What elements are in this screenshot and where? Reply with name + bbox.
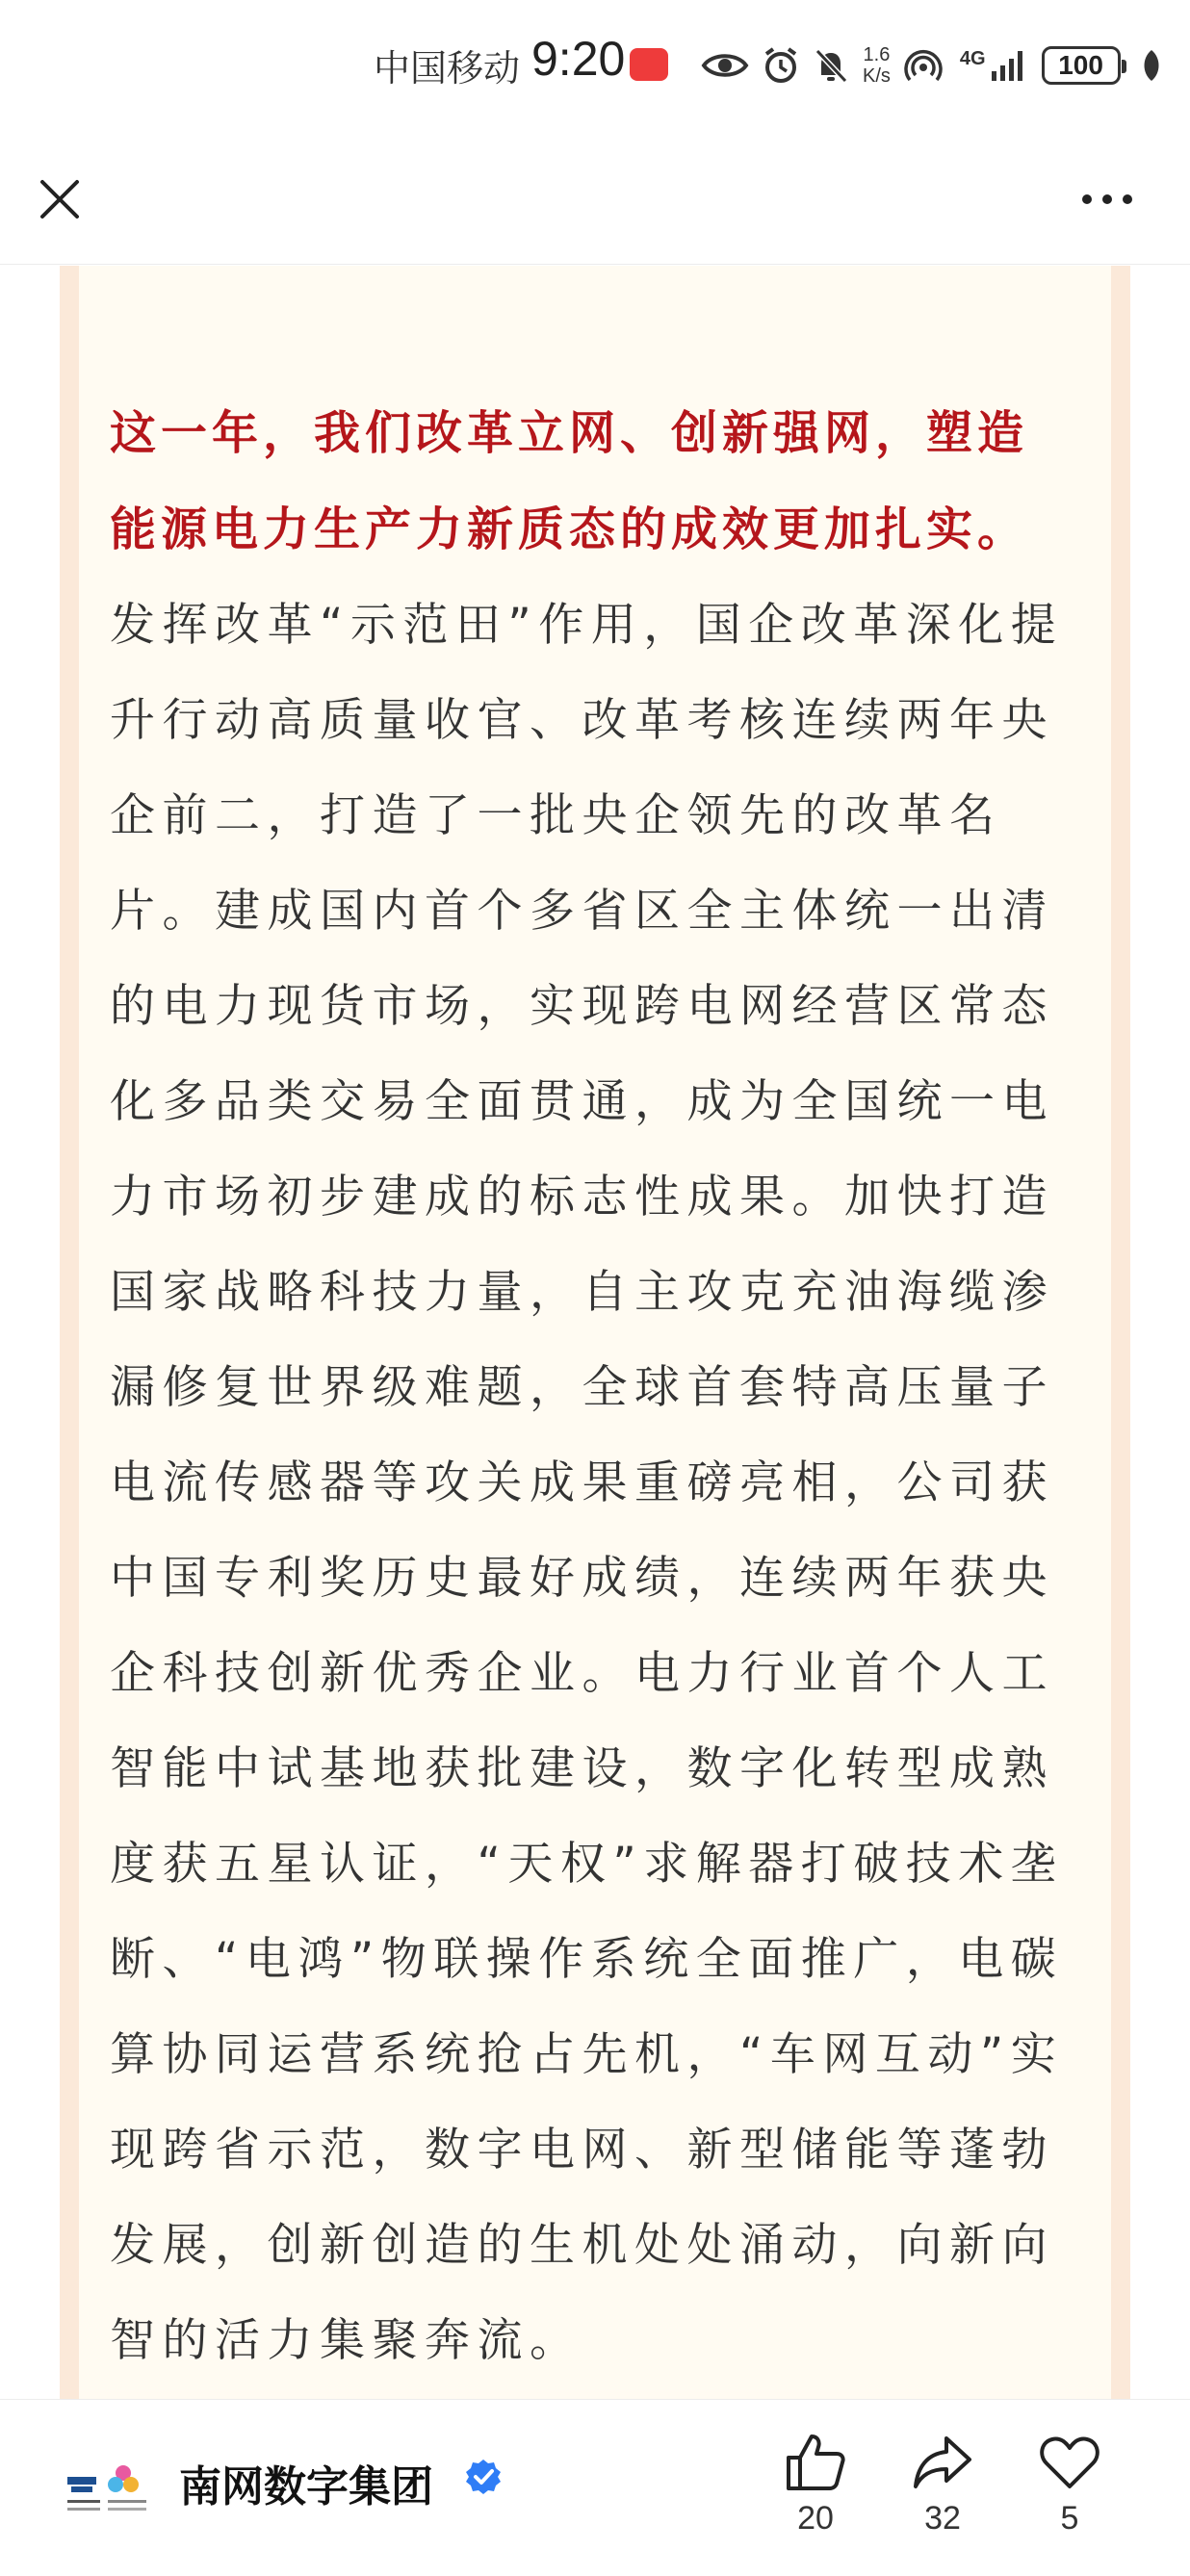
more-icon	[1082, 194, 1092, 204]
network-speed	[863, 44, 891, 87]
body-line: 片。建成国内首个多省区全主体统一出清	[110, 885, 1054, 938]
company-logo-icon	[65, 2458, 150, 2515]
account-name[interactable]: 南网数字集团	[179, 2462, 433, 2512]
carrier-label: 中国移动	[374, 47, 521, 90]
body-line: 断、“电鸿”物联操作系统全面推广，电碳	[110, 1933, 1064, 1986]
status-bar	[0, 0, 1190, 130]
body-line: 发展，创新创造的生机处处涌动，向新向	[110, 2219, 1054, 2272]
heading-line: 能源电力生产力新质态的成效更加扎实。	[110, 502, 1029, 556]
battery-indicator	[1042, 46, 1121, 85]
battery-level: 100	[1058, 50, 1103, 80]
network-type: 4G	[959, 47, 986, 69]
network-speed-value: 1.6	[863, 44, 891, 65]
body-line: 的电力现货市场，实现跨电网经营区常态	[110, 980, 1054, 1033]
alarm-icon	[763, 46, 799, 85]
body-line: 现跨省示范，数字电网、新型储能等蓬勃	[110, 2124, 1054, 2177]
body-line: 升行动高质量收官、改革考核连续两年央	[110, 694, 1054, 747]
body-line: 电流传感器等攻关成果重磅亮相，公司获	[110, 1456, 1054, 1509]
heart-icon	[1039, 2433, 1100, 2492]
body-line: 化多品类交易全面贯通，成为全国统一电	[110, 1075, 1054, 1128]
more-icon	[1123, 194, 1132, 204]
eye-icon	[701, 50, 749, 81]
share-button[interactable]	[899, 2433, 986, 2537]
network-speed-unit: K/s	[863, 65, 891, 87]
clock: 9:20	[531, 32, 626, 86]
body-line: 企科技创新优秀企业。电力行业首个人工	[110, 1647, 1054, 1700]
body-line: 国家战略科技力量，自主攻克充油海缆渗	[110, 1266, 1054, 1319]
hotspot-icon	[904, 46, 946, 85]
section-heading	[110, 385, 1077, 578]
account-logo[interactable]	[65, 2458, 150, 2515]
body-line: 度获五星认证，“天权”求解器打破技术垄	[110, 1838, 1064, 1891]
body-line: 漏修复世界级难题，全球首套特高压量子	[110, 1361, 1054, 1414]
article-content[interactable]	[0, 266, 1190, 2399]
more-options-button[interactable]	[1069, 168, 1146, 230]
mute-bell-icon	[813, 46, 849, 85]
signal-icon	[990, 48, 1028, 83]
body-line: 企前二，打造了一批央企领先的改革名	[110, 789, 1002, 842]
body-line: 智能中试基地获批建设，数字化转型成熟	[110, 1742, 1054, 1795]
heading-line: 这一年，我们改革立网、创新强网，塑造	[110, 406, 1029, 460]
share-icon	[912, 2433, 973, 2492]
like-count: 20	[797, 2500, 834, 2537]
body-line: 中国专利奖历史最好成绩，连续两年获央	[110, 1552, 1054, 1605]
body-line: 算协同运营系统抢占先机，“车网互动”实	[110, 2028, 1064, 2081]
more-icon	[1102, 194, 1112, 204]
share-count: 32	[924, 2500, 961, 2537]
bottom-action-bar	[0, 2399, 1190, 2576]
thumbs-up-icon	[785, 2433, 846, 2492]
body-line: 力市场初步建成的标志性成果。加快打造	[110, 1171, 1054, 1224]
leaf-icon	[1140, 48, 1163, 83]
like-button[interactable]	[772, 2433, 859, 2537]
body-line: 智的活力集聚奔流。	[110, 2314, 582, 2367]
top-navigation-bar	[0, 130, 1190, 265]
favorite-count: 5	[1060, 2500, 1079, 2537]
close-button[interactable]	[29, 168, 91, 230]
app-notification-icon	[630, 48, 668, 81]
body-line: 发挥改革“示范田”作用，国企改革深化提	[110, 599, 1064, 652]
close-icon	[39, 178, 81, 220]
verified-badge-icon	[464, 2458, 503, 2496]
favorite-button[interactable]	[1026, 2433, 1113, 2537]
article-text	[110, 385, 1077, 2388]
status-icons	[701, 39, 1163, 92]
body-paragraph	[110, 578, 1077, 2388]
